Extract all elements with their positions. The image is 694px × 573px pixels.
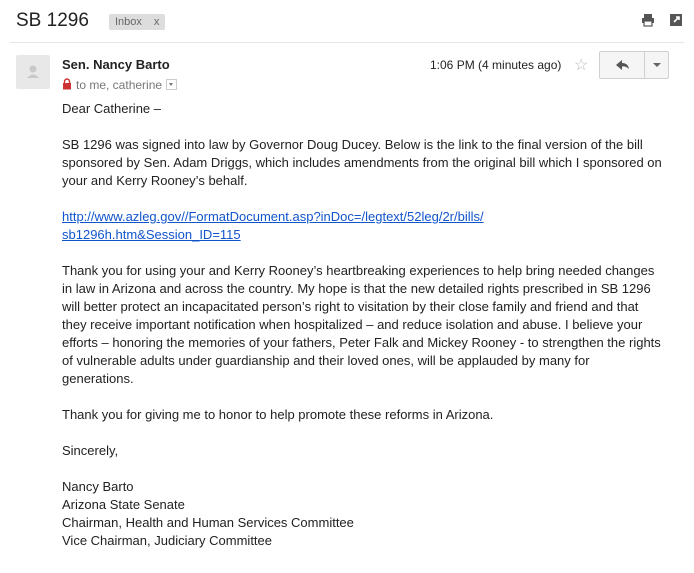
recipients-line — [62, 78, 177, 92]
bill-link-line-1[interactable]: http://www.azleg.gov//FormatDocument.asp?inDoc=/legtext/52leg/2r/bills/ — [62, 209, 484, 224]
label-text: Inbox — [115, 16, 142, 28]
print-icon[interactable] — [640, 12, 656, 28]
body-paragraph-3: Thank you for giving me to honor to help promote these reforms in Arizona. — [62, 407, 494, 422]
signature-line: Vice Chairman, Judiciary Committee — [62, 533, 272, 548]
recipients-text: to me, catherine — [76, 78, 163, 92]
signature-block — [62, 478, 662, 550]
inbox-label-chip[interactable] — [109, 14, 165, 30]
link-paragraph — [62, 208, 662, 244]
header-divider — [10, 42, 684, 43]
star-icon[interactable]: ☆ — [574, 57, 589, 74]
signature-line: Chairman, Health and Human Services Committee — [62, 515, 354, 530]
more-actions-button[interactable] — [645, 52, 668, 78]
signature-line: Arizona State Senate — [62, 497, 185, 512]
bill-link-line-2[interactable]: sb1296h.htm&Session_ID=115 — [62, 227, 241, 242]
subject-row — [14, 10, 694, 34]
lock-icon — [62, 78, 72, 90]
avatar — [16, 55, 50, 89]
reply-button[interactable] — [600, 52, 645, 78]
recipients-details-toggle[interactable] — [166, 79, 177, 90]
top-icons — [632, 12, 684, 30]
new-window-icon[interactable] — [668, 12, 684, 28]
reply-icon — [600, 52, 644, 78]
remove-label-button[interactable]: x — [153, 16, 160, 28]
body-paragraph-1: SB 1296 was signed into law by Governor Doug Ducey. Below is the link to the final version of the bill sponsored by Sen. Adam Driggs, which includes amendments from the original bill which I sponsored on your and Kerry Rooney’s behalf. — [62, 137, 662, 188]
body-paragraph-2: Thank you for using your and Kerry Rooney’s heartbreaking experiences to help bring needed changes in law in Arizona and across the country. My hope is that the new detailed rights prescribed in SB 1296 will better protect an incapacitated person’s right to visitation by their close family and friend and that they receive important notification when hospitalized – and reduce isolation and abuse. I believe your efforts – honoring the memories of your fathers, Peter Falk and Mickey Rooney - to strengthen the rights of vulnerable adults under guardianship and their loved ones, will be applauded by many for generations. — [62, 263, 661, 386]
signature-line: Nancy Barto — [62, 479, 134, 494]
email-subject: SB 1296 — [16, 10, 89, 31]
sender-name[interactable]: Sen. Nancy Barto — [62, 57, 170, 72]
person-icon — [16, 55, 50, 89]
email-timestamp: 1:06 PM (4 minutes ago) — [430, 58, 562, 72]
email-body — [62, 100, 662, 550]
closing: Sincerely, — [62, 443, 119, 458]
reply-button-group — [599, 51, 669, 79]
greeting: Dear Catherine – — [62, 101, 161, 116]
